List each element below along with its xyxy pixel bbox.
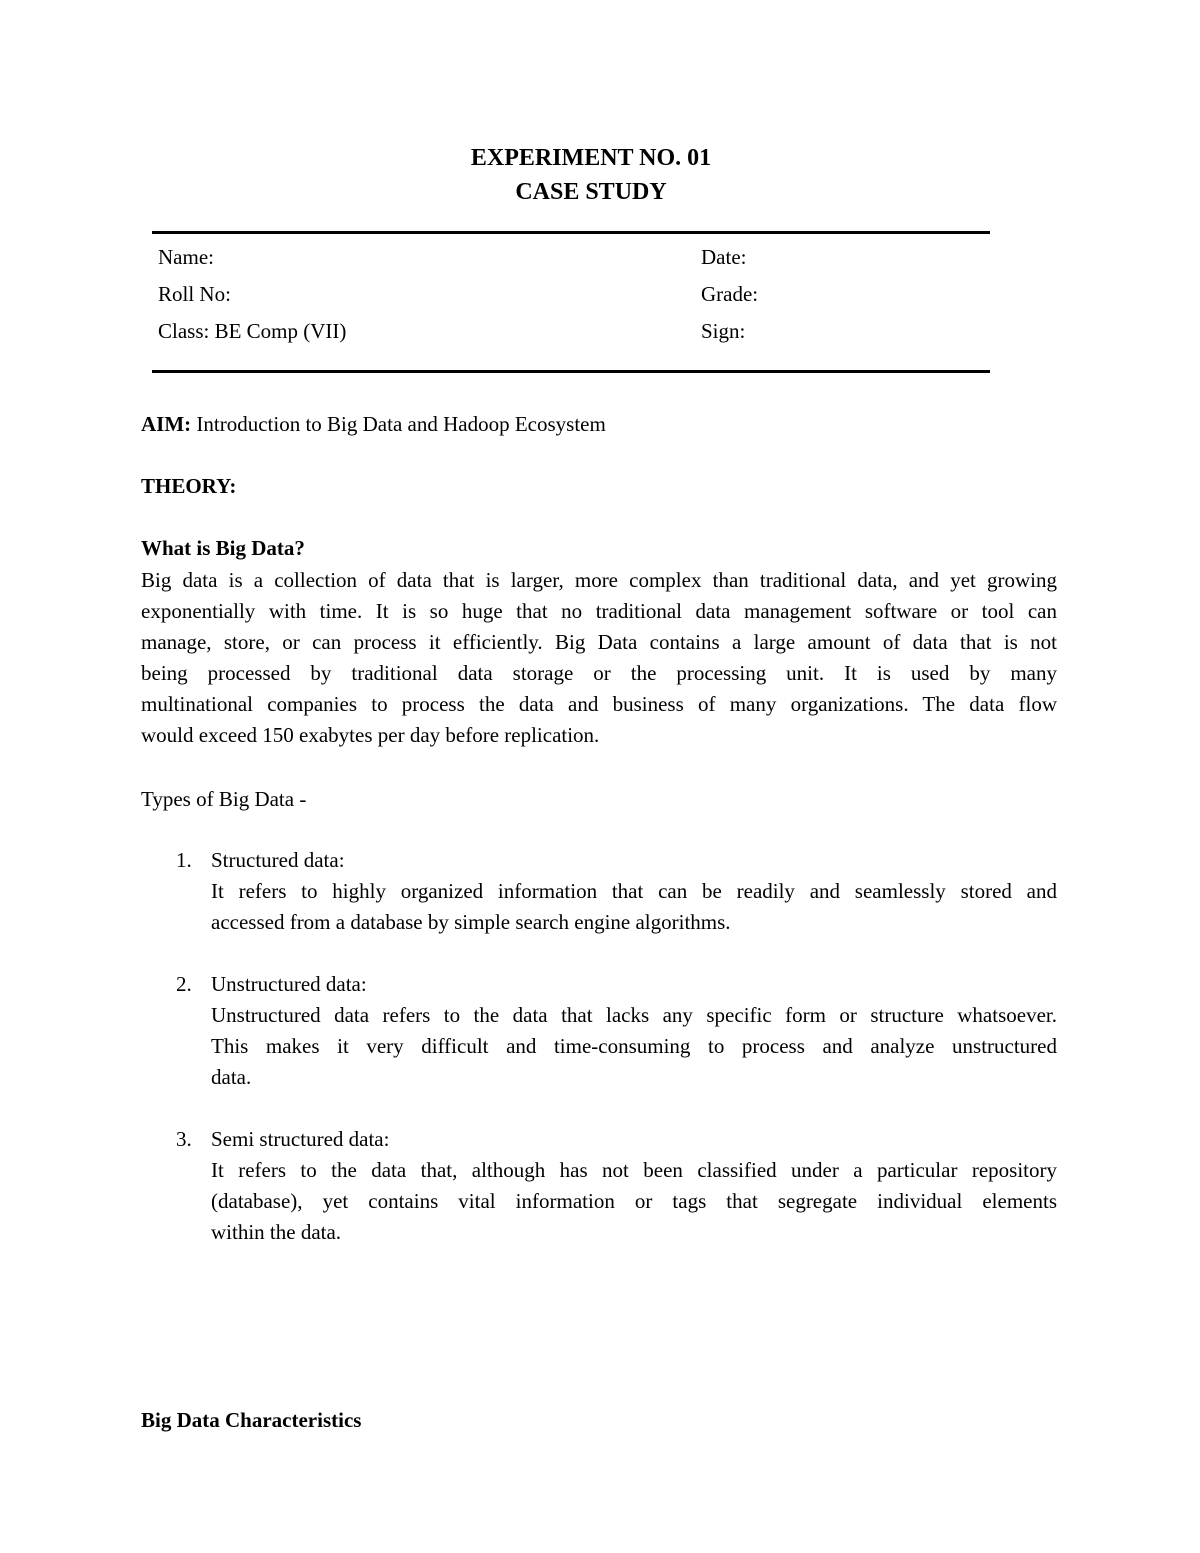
aim-text: Introduction to Big Data and Hadoop Ecosystem [191, 412, 606, 436]
list-item-line: (database), yet contains vital information or tags that segregate individual elements [211, 1189, 1057, 1213]
list-item-title: Structured data: [211, 848, 345, 872]
list-item-line: It refers to highly organized information that can be readily and seamlessly stored and [211, 879, 1057, 903]
list-item-structured [211, 845, 1057, 938]
characteristics-heading: Big Data Characteristics [141, 1408, 362, 1432]
list-item-number: 3. [176, 1127, 192, 1151]
list-item-line: within the data. [211, 1220, 342, 1244]
paragraph-line: would exceed 150 exabytes per day before replication. [141, 723, 600, 747]
what-is-big-data-paragraph [141, 565, 1057, 751]
what-is-big-data-heading: What is Big Data? [141, 536, 305, 560]
list-item-line: This makes it very difficult and time-consuming to process and analyze unstructured [211, 1034, 1057, 1058]
paragraph-line: exponentially with time. It is so huge that no traditional data management software or tool can [141, 599, 1057, 623]
grade-field-label: Grade: [701, 282, 759, 306]
list-item-number: 1. [176, 848, 192, 872]
name-field-label: Name: [158, 245, 214, 269]
date-field-label: Date: [701, 245, 747, 269]
aim-label: AIM: [141, 412, 192, 436]
sign-field-label: Sign: [701, 319, 746, 343]
list-item-line: data. [211, 1065, 252, 1089]
paragraph-line: multinational companies to process the data and business of many organizations. The data flow [141, 692, 1057, 716]
paragraph-line: Big data is a collection of data that is larger, more complex than traditional data, and yet growing [141, 568, 1057, 592]
bottom-divider [152, 370, 990, 373]
paragraph-line: being processed by traditional data storage or the processing unit. It is used by many [141, 661, 1057, 685]
list-item-number: 2. [176, 972, 192, 996]
list-item-line: accessed from a database by simple search engine algorithms. [211, 910, 731, 934]
theory-heading: THEORY: [141, 474, 237, 498]
experiment-title: EXPERIMENT NO. 01 [470, 145, 712, 171]
list-item-title: Semi structured data: [211, 1127, 390, 1151]
list-item-line: It refers to the data that, although has not been classified under a particular repository [211, 1158, 1057, 1182]
roll-no-field-label: Roll No: [158, 282, 231, 306]
types-intro: Types of Big Data - [141, 787, 307, 811]
list-item-unstructured [211, 969, 1057, 1093]
list-item-semi-structured [211, 1124, 1057, 1248]
aim-line [141, 409, 606, 440]
list-item-line: Unstructured data refers to the data that lacks any specific form or structure whatsoever. [211, 1003, 1057, 1027]
paragraph-line: manage, store, or can process it efficiently. Big Data contains a large amount of data that is not [141, 630, 1057, 654]
case-study-title: CASE STUDY [515, 179, 667, 205]
list-item-title: Unstructured data: [211, 972, 367, 996]
top-divider [152, 231, 990, 234]
class-field-label: Class: BE Comp (VII) [158, 319, 347, 343]
